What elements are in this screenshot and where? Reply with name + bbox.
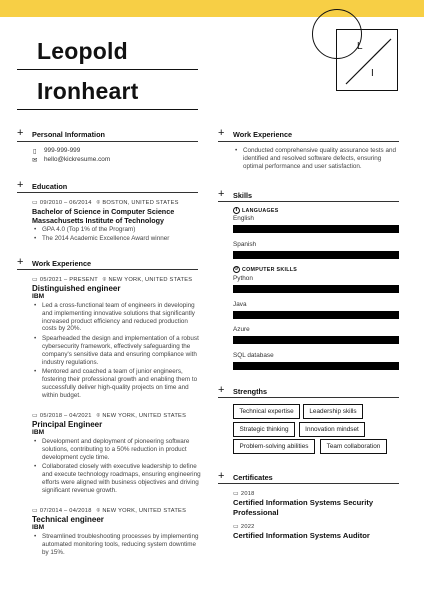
skill-level-bar	[233, 336, 399, 344]
accent-top-bar	[0, 0, 424, 17]
section-divider	[218, 483, 399, 484]
education-degree: Bachelor of Science in Computer Science	[32, 207, 175, 216]
list-item: • GPA 4.0 (Top 1% of the Program)	[32, 226, 198, 234]
plus-icon: +	[218, 188, 225, 200]
education-bullets	[32, 226, 198, 243]
job-dates: 07/2014 – 04/2018	[39, 508, 92, 514]
section-title-work-continued: Work Experience	[233, 130, 293, 139]
monogram-initial-first: L	[357, 41, 363, 52]
skills-category-computer	[233, 266, 297, 273]
job-title: Technical engineer	[32, 515, 104, 524]
list-item: • Collaborated closely with executive leadership to define and execute technology roadmaps, ensuring engineering efforts were aligned with business objectives and driving significant revenue growth.	[32, 463, 204, 494]
info-icon: i	[233, 207, 240, 214]
skill-level-bar	[233, 311, 399, 319]
location-pin-icon: ⌾	[102, 276, 107, 283]
section-divider	[218, 201, 399, 202]
section-divider	[17, 141, 198, 142]
strength-tag: Technical expertise	[233, 404, 300, 419]
list-item: • Streamlined troubleshooting processes by implementing automated monitoring tools, reducing system downtime by 15%.	[32, 533, 202, 556]
phone-icon: ▯	[33, 147, 37, 155]
list-item: • Development and deployment of pioneering software solutions, contributing to a 50% reduction in product development cycle time.	[32, 438, 204, 461]
job-bullets	[32, 302, 204, 400]
strength-tag: Team collaboration	[320, 439, 387, 454]
gear-icon: ⚙	[234, 266, 239, 272]
calendar-icon: ▭	[32, 507, 38, 514]
certificate-meta	[233, 490, 255, 497]
job-meta	[32, 412, 186, 420]
job-company: IBM	[32, 293, 45, 300]
job-dates: 05/2021 – PRESENT	[39, 277, 98, 283]
certificate-year: 2022	[240, 524, 255, 530]
job-bullets	[32, 533, 202, 556]
calendar-icon: ▭	[233, 490, 239, 497]
skills-category-languages	[233, 207, 279, 214]
last-name: Ironheart	[37, 78, 139, 104]
calendar-icon: ▭	[32, 276, 38, 283]
section-title-certificates: Certificates	[233, 473, 273, 482]
skill-level-bar	[233, 285, 399, 293]
skill-name: SQL database	[233, 352, 274, 359]
skill-name: English	[233, 215, 254, 222]
certificate-meta	[233, 523, 255, 530]
list-item: • Spearheaded the design and implementation of a robust cybersecurity framework, effectively safeguarding the company's sensitive data and ensuring compliance with industry regulations.	[32, 335, 204, 366]
list-item: • Led a cross-functional team of engineers in developing and implementing innovative solutions that significantly increased product efficiency and reduced production costs by 20%.	[32, 302, 204, 333]
skill-name: Azure	[233, 326, 250, 333]
education-school: Massachusetts Institute of Technology	[32, 216, 165, 225]
section-divider	[218, 397, 399, 398]
first-name: Leopold	[37, 38, 128, 64]
section-divider	[218, 141, 399, 142]
strength-tag: Leadership skills	[303, 404, 363, 419]
skill-name: Java	[233, 301, 247, 308]
strength-tag: Problem-solving abilities	[233, 439, 315, 454]
calendar-icon: ▭	[32, 199, 38, 206]
list-item: • Conducted comprehensive quality assurance tests and identified and resolved software defects, ensuring optimal performance and user satisfaction.	[233, 147, 403, 170]
job-location: NEW YORK, UNITED STATES	[102, 508, 187, 514]
plus-icon: +	[218, 127, 225, 139]
job-location: NEW YORK, UNITED STATES	[102, 413, 187, 419]
job-bullets	[233, 147, 403, 170]
job-company: IBM	[32, 429, 45, 436]
phone-number: 999-999-999	[44, 147, 81, 154]
monogram-initial-last: I	[371, 68, 374, 79]
email-address: hello@kickresume.com	[44, 156, 111, 163]
section-title-strengths: Strengths	[233, 387, 268, 396]
monogram-diagonal	[337, 30, 399, 92]
skill-level-bar	[233, 362, 399, 370]
strength-tag: Innovation mindset	[299, 422, 365, 437]
skill-name: Python	[233, 275, 253, 282]
location-pin-icon: ⌾	[96, 199, 101, 206]
skill-name: Spanish	[233, 241, 257, 248]
plus-icon: +	[218, 384, 225, 396]
category-label: COMPUTER SKILLS	[242, 266, 298, 273]
location-pin-icon: ⌾	[96, 412, 101, 419]
certificate-year: 2018	[240, 491, 255, 497]
monogram-logo	[336, 29, 398, 91]
education-location: BOSTON, UNITED STATES	[102, 200, 179, 206]
strength-tag: Strategic thinking	[233, 422, 295, 437]
job-title: Distinguished engineer	[32, 284, 121, 293]
certificate-name: Certified Information Systems Security Professional	[233, 498, 374, 517]
section-divider	[17, 192, 198, 193]
section-title-skills: Skills	[233, 191, 253, 200]
plus-icon: +	[17, 256, 24, 268]
job-title: Principal Engineer	[32, 420, 103, 429]
section-title-work: Work Experience	[32, 259, 92, 268]
education-dates: 09/2010 – 06/2014	[39, 200, 92, 206]
category-label: LANGUAGES	[242, 207, 279, 214]
certificate-name: Certified Information Systems Auditor	[233, 531, 370, 540]
section-divider	[17, 269, 198, 270]
education-meta	[32, 199, 179, 207]
skill-level-bar	[233, 251, 399, 259]
calendar-icon: ▭	[32, 412, 38, 419]
name-divider	[17, 109, 198, 110]
section-title-education: Education	[32, 182, 68, 191]
job-company: IBM	[32, 524, 45, 531]
job-meta	[32, 507, 186, 515]
list-item: • Mentored and coached a team of junior engineers, fostering their professional growth and enabling them to successfully deliver high-quality projects on time and within budget.	[32, 368, 204, 399]
plus-icon: +	[17, 127, 24, 139]
location-pin-icon: ⌾	[96, 507, 101, 514]
plus-icon: +	[17, 179, 24, 191]
skill-level-bar	[233, 225, 399, 233]
job-meta	[32, 276, 192, 284]
list-item: • The 2014 Academic Excellence Award winner	[32, 235, 198, 243]
name-divider	[17, 69, 198, 70]
job-bullets	[32, 438, 204, 495]
calendar-icon: ▭	[233, 523, 239, 530]
section-title-personal: Personal Information	[32, 130, 105, 139]
email-icon: ✉	[32, 156, 38, 164]
job-dates: 05/2018 – 04/2021	[39, 413, 92, 419]
plus-icon: +	[218, 470, 225, 482]
job-location: NEW YORK, UNITED STATES	[108, 277, 193, 283]
